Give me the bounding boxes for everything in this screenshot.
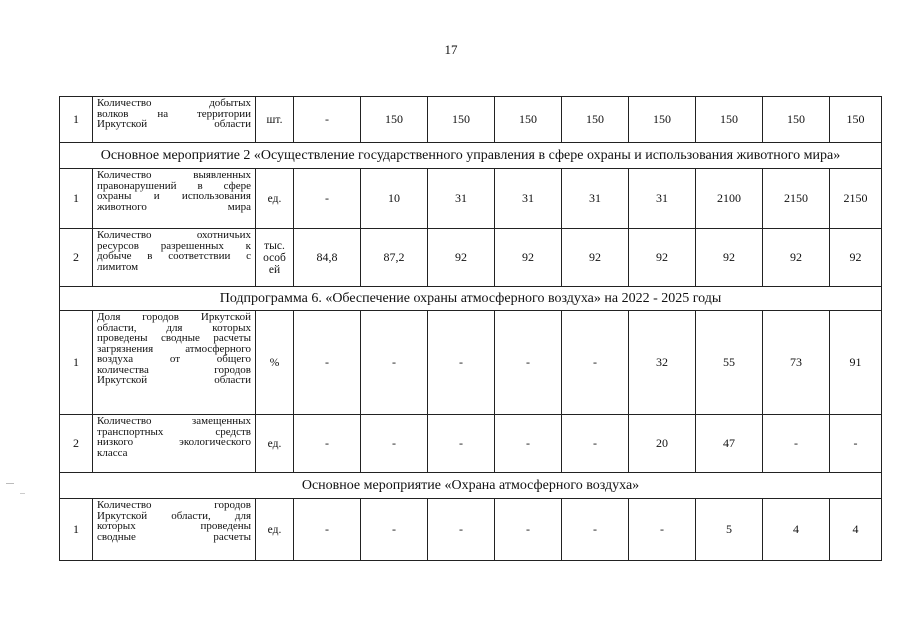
section-title: Основное мероприятие «Охрана атмосферного воздуха» (60, 473, 882, 499)
unit: ед. (256, 415, 294, 473)
value-cell: 91 (830, 311, 882, 415)
section-title: Подпрограмма 6. «Обеспечение охраны атмосферного воздуха» на 2022 - 2025 годы (60, 287, 882, 311)
value-cell: - (294, 97, 361, 143)
value-cell: 150 (763, 97, 830, 143)
unit: ед. (256, 169, 294, 229)
indicator-name-line: ресурсов разрешенных к (97, 239, 251, 252)
indicators-table (59, 96, 882, 561)
value-cell: 31 (428, 169, 495, 229)
unit: тыс. особ ей (256, 229, 294, 287)
value-cell: 73 (763, 311, 830, 415)
value-cell: - (495, 499, 562, 561)
indicator-name-line: Количество выявленных (97, 169, 251, 181)
value-cell: 150 (629, 97, 696, 143)
value-cell: 87,2 (361, 229, 428, 287)
value-cell: - (428, 499, 495, 561)
indicator-name (93, 415, 256, 473)
value-cell: - (294, 415, 361, 473)
value-cell: - (361, 415, 428, 473)
page-number: 17 (444, 42, 458, 57)
value-cell: 55 (696, 311, 763, 415)
value-cell: - (562, 311, 629, 415)
indicator-name-line: лимитом (97, 260, 139, 273)
value-cell: - (428, 415, 495, 473)
value-cell: - (294, 311, 361, 415)
scan-artifact (6, 483, 14, 484)
indicator-name-line: Количество замещенных (97, 415, 251, 427)
value-cell: - (495, 415, 562, 473)
row-number: 1 (60, 311, 93, 415)
indicator-name-line: Иркутской области (97, 118, 251, 130)
indicator-name-line: сводные расчеты (97, 530, 251, 543)
indicator-name (93, 229, 256, 287)
value-cell: 31 (562, 169, 629, 229)
value-cell: 5 (696, 499, 763, 561)
value-cell: 92 (495, 229, 562, 287)
value-cell: 2150 (830, 169, 882, 229)
table-row (60, 97, 882, 143)
value-cell: 2150 (763, 169, 830, 229)
value-cell: 92 (763, 229, 830, 287)
value-cell: 10 (361, 169, 428, 229)
indicator-name-line: Количество добытых (97, 97, 251, 109)
indicator-name-line: охраны и использования (97, 190, 251, 202)
row-number: 2 (60, 229, 93, 287)
value-cell: 92 (629, 229, 696, 287)
row-number: 2 (60, 415, 93, 473)
value-cell: 32 (629, 311, 696, 415)
indicator-name-line: Доля городов Иркутской (97, 311, 251, 323)
table-row (60, 415, 882, 473)
value-cell: - (763, 415, 830, 473)
value-cell: 47 (696, 415, 763, 473)
value-cell: 20 (629, 415, 696, 473)
value-cell: 31 (495, 169, 562, 229)
value-cell: 150 (495, 97, 562, 143)
indicator-name-line: низкого экологического (97, 436, 251, 448)
indicator-name (93, 97, 256, 143)
indicator-name-line: правонарушений в сфере (97, 179, 251, 192)
indicator-name-line: Количество охотничьих (97, 229, 251, 241)
row-number: 1 (60, 499, 93, 561)
value-cell: 4 (763, 499, 830, 561)
value-cell: - (294, 499, 361, 561)
unit: % (256, 311, 294, 415)
indicator-name-line: загрязнения атмосферного (97, 342, 251, 355)
value-cell: 92 (830, 229, 882, 287)
table-row (60, 169, 882, 229)
value-cell: 84,8 (294, 229, 361, 287)
indicator-name-line: транспортных средств (97, 425, 251, 438)
indicator-name (93, 499, 256, 561)
unit: ед. (256, 499, 294, 561)
value-cell: 31 (629, 169, 696, 229)
indicator-name-line: добыче в соответствии с (97, 250, 251, 262)
value-cell: 150 (696, 97, 763, 143)
section-row (60, 287, 882, 311)
section-title: Основное мероприятие 2 «Осуществление государственного управления в сфере охраны и использования животного мира» (60, 143, 882, 169)
value-cell: 92 (562, 229, 629, 287)
value-cell: 150 (830, 97, 882, 143)
value-cell: 4 (830, 499, 882, 561)
row-number: 1 (60, 169, 93, 229)
section-row (60, 143, 882, 169)
indicator-name-line: которых проведены (97, 520, 251, 532)
value-cell: - (294, 169, 361, 229)
indicator-name-line: волков на территории (97, 107, 251, 120)
indicator-name (93, 169, 256, 229)
indicator-name (93, 311, 256, 415)
value-cell: 2100 (696, 169, 763, 229)
indicator-name-line: класса (97, 446, 128, 459)
value-cell: - (495, 311, 562, 415)
value-cell: - (428, 311, 495, 415)
scan-artifact (20, 493, 25, 494)
value-cell: - (562, 499, 629, 561)
value-cell: - (830, 415, 882, 473)
table-row (60, 311, 882, 415)
unit: шт. (256, 97, 294, 143)
indicator-name-line: воздуха от общего (97, 353, 251, 365)
indicator-name-line: проведены сводные расчеты (97, 332, 251, 344)
value-cell: 92 (428, 229, 495, 287)
indicator-name-line: Иркутской области, для (97, 509, 251, 522)
table-row (60, 499, 882, 561)
indicator-name-line: области, для которых (97, 321, 251, 334)
indicator-name-line: животного мира (97, 200, 251, 213)
row-number: 1 (60, 97, 93, 143)
indicator-name-line: Иркутской области (97, 374, 251, 386)
value-cell: 150 (428, 97, 495, 143)
value-cell: - (361, 499, 428, 561)
table-row (60, 229, 882, 287)
value-cell: - (629, 499, 696, 561)
value-cell: - (562, 415, 629, 473)
value-cell: - (361, 311, 428, 415)
section-row (60, 473, 882, 499)
value-cell: 150 (562, 97, 629, 143)
value-cell: 92 (696, 229, 763, 287)
indicator-name-line: количества городов (97, 363, 251, 376)
value-cell: 150 (361, 97, 428, 143)
indicator-name-line: Количество городов (97, 499, 251, 511)
